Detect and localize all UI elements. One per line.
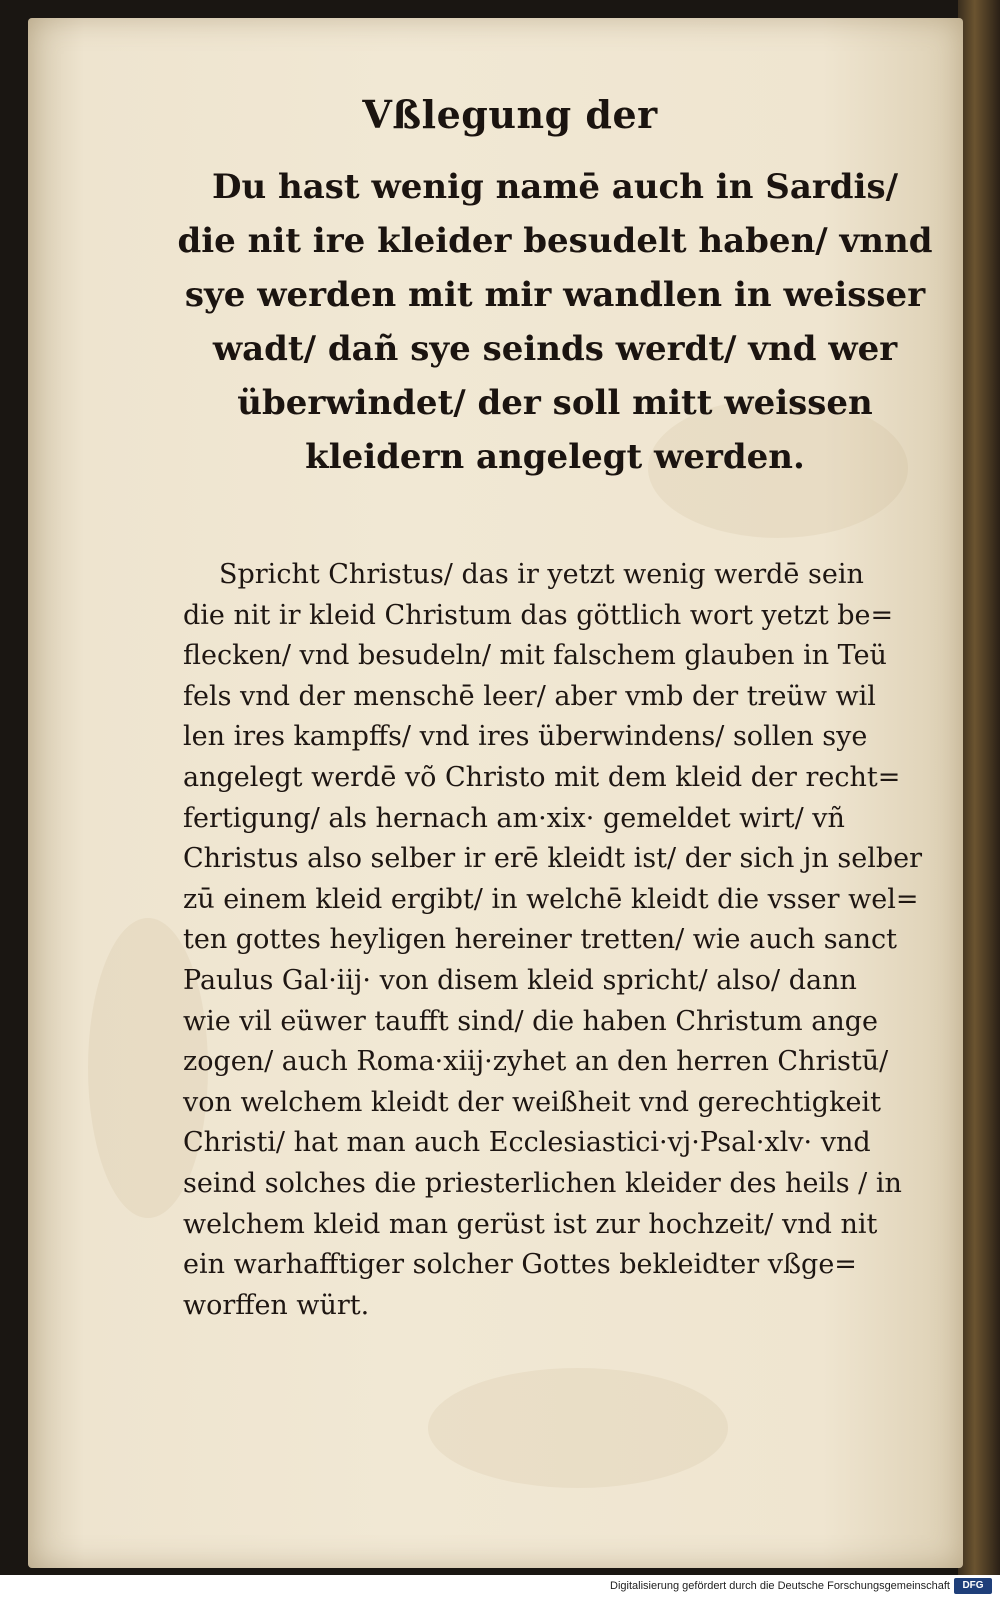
commentary-line: Spricht Christus/ das ir yetzt wenig werdē sein [219, 559, 864, 590]
commentary-line: ten gottes heyligen hereiner tretten/ wie auch sanct [183, 924, 898, 956]
book-page-edge [958, 0, 1000, 1575]
commentary-line: Paulus Gal·iij· von disem kleid spricht/ also/ dann [183, 964, 857, 996]
verse-line: überwindet/ der soll mitt weissen [237, 383, 873, 423]
commentary-line: Christus also selber ir erē kleidt ist/ der sich jn selber [183, 843, 923, 875]
commentary-line: zogen/ auch Roma·xiij·zyhet an den herren Christū/ [183, 1046, 889, 1078]
commentary-line: fels vnd der menschē leer/ aber vmb der treüw wil [183, 680, 876, 712]
verse-line: die nit ire kleider besudelt haben/ vnnd [177, 221, 933, 261]
commentary-line: welchem kleid man gerüst ist zur hochzeit/ vnd nit [183, 1208, 878, 1240]
verse-line: Du hast wenig namē auch in Sardis/ [211, 167, 899, 207]
commentary-line: seind solches die priesterlichen kleider des heils / in [183, 1167, 902, 1199]
commentary-block [183, 555, 928, 1326]
commentary-line: zū einem kleid ergibt/ in welchē kleidt die vsser wel= [183, 883, 919, 915]
page-heading: Vßlegung der [362, 92, 658, 137]
commentary-line: worffen würt. [183, 1289, 370, 1321]
paper-stain [428, 1368, 728, 1488]
commentary-line: len ires kampffs/ vnd ires überwindens/ sollen sye [183, 721, 868, 753]
digitization-credit: Digitalisierung gefördert durch die Deutsche Forschungsgemeinschaft [610, 1580, 950, 1592]
commentary-line: Christi/ hat man auch Ecclesiastici·vj·Psal·xlv· vnd [183, 1127, 871, 1159]
commentary-line: die nit ir kleid Christum das göttlich wort yetzt be= [183, 599, 894, 631]
verse-line: sye werden mit mir wandlen in weisser [184, 275, 926, 315]
commentary-line: fertigung/ als hernach am·xix· gemeldet wirt/ vñ [183, 802, 845, 834]
bible-verse-block [175, 160, 935, 484]
commentary-line: flecken/ vnd besudeln/ mit falschem glauben in Teü [183, 640, 887, 672]
verse-line: wadt/ dañ sye seinds werdt/ vnd wer [212, 329, 898, 369]
commentary-line: angelegt werdē võ Christo mit dem kleid der recht= [183, 761, 901, 793]
commentary-line: von welchem kleidt der weißheit vnd gerechtigkeit [183, 1086, 881, 1118]
verse-line: kleidern angelegt werden. [305, 437, 805, 477]
commentary-line: ein warhafftiger solcher Gottes bekleidter vßge= [183, 1249, 857, 1281]
dfg-logo-icon[interactable]: DFG [954, 1578, 992, 1594]
commentary-line: wie vil eüwer taufft sind/ die haben Christum ange [183, 1005, 878, 1037]
